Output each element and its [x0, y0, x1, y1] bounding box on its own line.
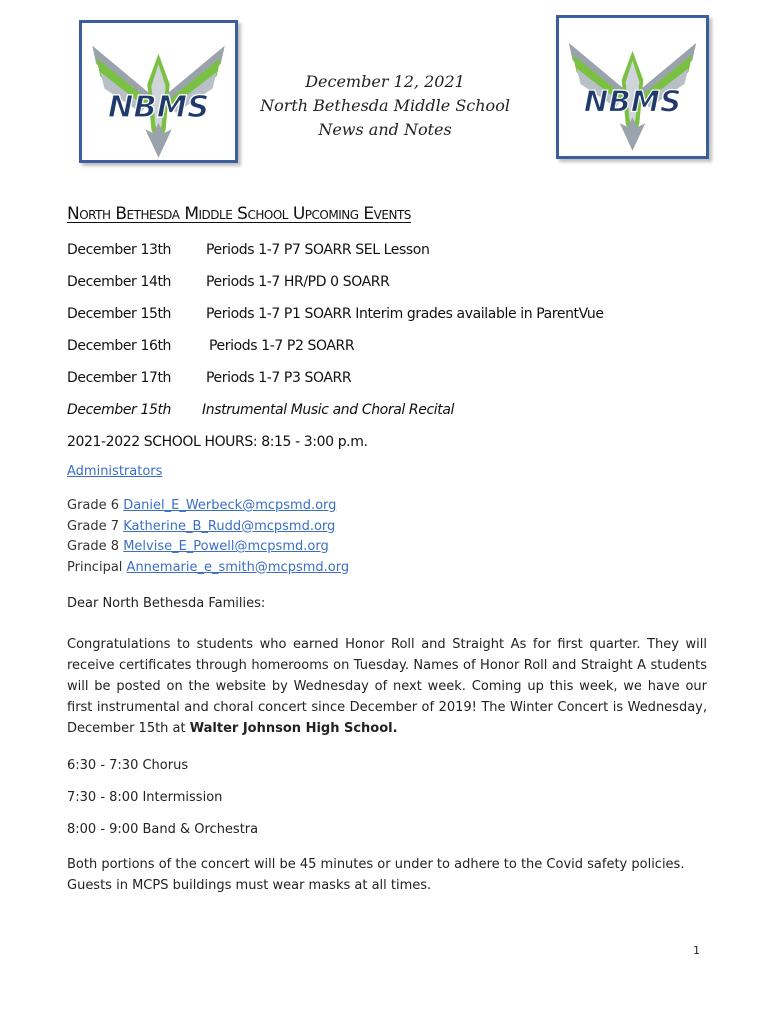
school-hours: 2021-2022 SCHOOL HOURS: 8:15 - 3:00 p.m.	[67, 434, 368, 450]
administrators-list	[67, 496, 349, 578]
masthead	[230, 70, 540, 142]
event-date: December 13th	[67, 242, 172, 258]
closing-line: Guests in MCPS buildings must wear masks at all times.	[67, 878, 432, 893]
list-item	[67, 517, 349, 538]
admin-email-link[interactable]: Katherine_B_Rudd@mcpsmd.org	[123, 518, 336, 534]
schedule-item: 6:30 - 7:30 Chorus	[67, 758, 189, 773]
venue-text: Walter Johnson High School.	[189, 721, 398, 736]
hawk-logo-icon	[559, 18, 706, 156]
page-number: 1	[693, 944, 700, 957]
administrators-link[interactable]: Administrators	[67, 464, 163, 479]
event-description: Periods 1-7 P2 SOARR	[209, 338, 355, 354]
admin-email-link[interactable]: Annemarie_e_smith@mcpsmd.org	[126, 559, 350, 575]
greeting: Dear North Bethesda Families:	[67, 596, 266, 611]
admin-label: Grade 6	[67, 498, 120, 513]
list-item	[67, 496, 349, 517]
event-date: December 15th	[67, 402, 172, 418]
closing-paragraph	[67, 854, 684, 896]
event-date: December 14th	[67, 274, 172, 290]
body-text: Congratulations to students who earned Honor Roll and Straight As for first quarter. They will receive certificates through homerooms on Tuesday. Names of Honor Roll and Straight A students will be posted on the website by Wednesday of next week. Coming up this week, we have our first instrumental and choral concert since December of 2019! The Winter Concert is Wednesday, December 15th at	[67, 637, 707, 736]
admin-email-link[interactable]: Daniel_E_Werbeck@mcpsmd.org	[123, 498, 337, 513]
event-description: Periods 1-7 P1 SOARR Interim grades available in ParentVue	[206, 306, 604, 322]
list-item	[67, 558, 349, 579]
schedule-item: 7:30 - 8:00 Intermission	[67, 790, 223, 805]
admin-label: Grade 7	[67, 518, 120, 534]
nbms-logo-left	[79, 20, 238, 163]
events-heading: North Bethesda Middle School Upcoming Events	[67, 204, 411, 224]
masthead-date: December 12, 2021	[305, 72, 465, 91]
admin-email-link[interactable]: Melvise_E_Powell@mcpsmd.org	[123, 539, 329, 554]
event-description: Instrumental Music and Choral Recital	[202, 402, 454, 418]
hawk-logo-icon	[82, 23, 235, 160]
list-item	[67, 537, 349, 558]
nbms-logo-right	[556, 15, 709, 159]
masthead-school: North Bethesda Middle School	[260, 96, 510, 115]
event-description: Periods 1-7 HR/PD 0 SOARR	[206, 274, 390, 290]
event-date: December 17th	[67, 370, 172, 386]
event-description: Periods 1-7 P3 SOARR	[206, 370, 352, 386]
admin-label: Principal	[67, 559, 123, 575]
body-paragraph	[67, 634, 707, 739]
event-date: December 15th	[67, 306, 172, 322]
masthead-subtitle: News and Notes	[318, 120, 452, 139]
event-description: Periods 1-7 P7 SOARR SEL Lesson	[206, 242, 430, 258]
event-date: December 16th	[67, 338, 172, 354]
admin-label: Grade 8	[67, 539, 120, 554]
logo-text: NBMS	[583, 84, 682, 119]
closing-line: Both portions of the concert will be 45 minutes or under to adhere to the Covid safety policies.	[67, 857, 685, 872]
schedule-item: 8:00 - 9:00 Band & Orchestra	[67, 822, 259, 837]
logo-text: NBMS	[107, 90, 210, 125]
